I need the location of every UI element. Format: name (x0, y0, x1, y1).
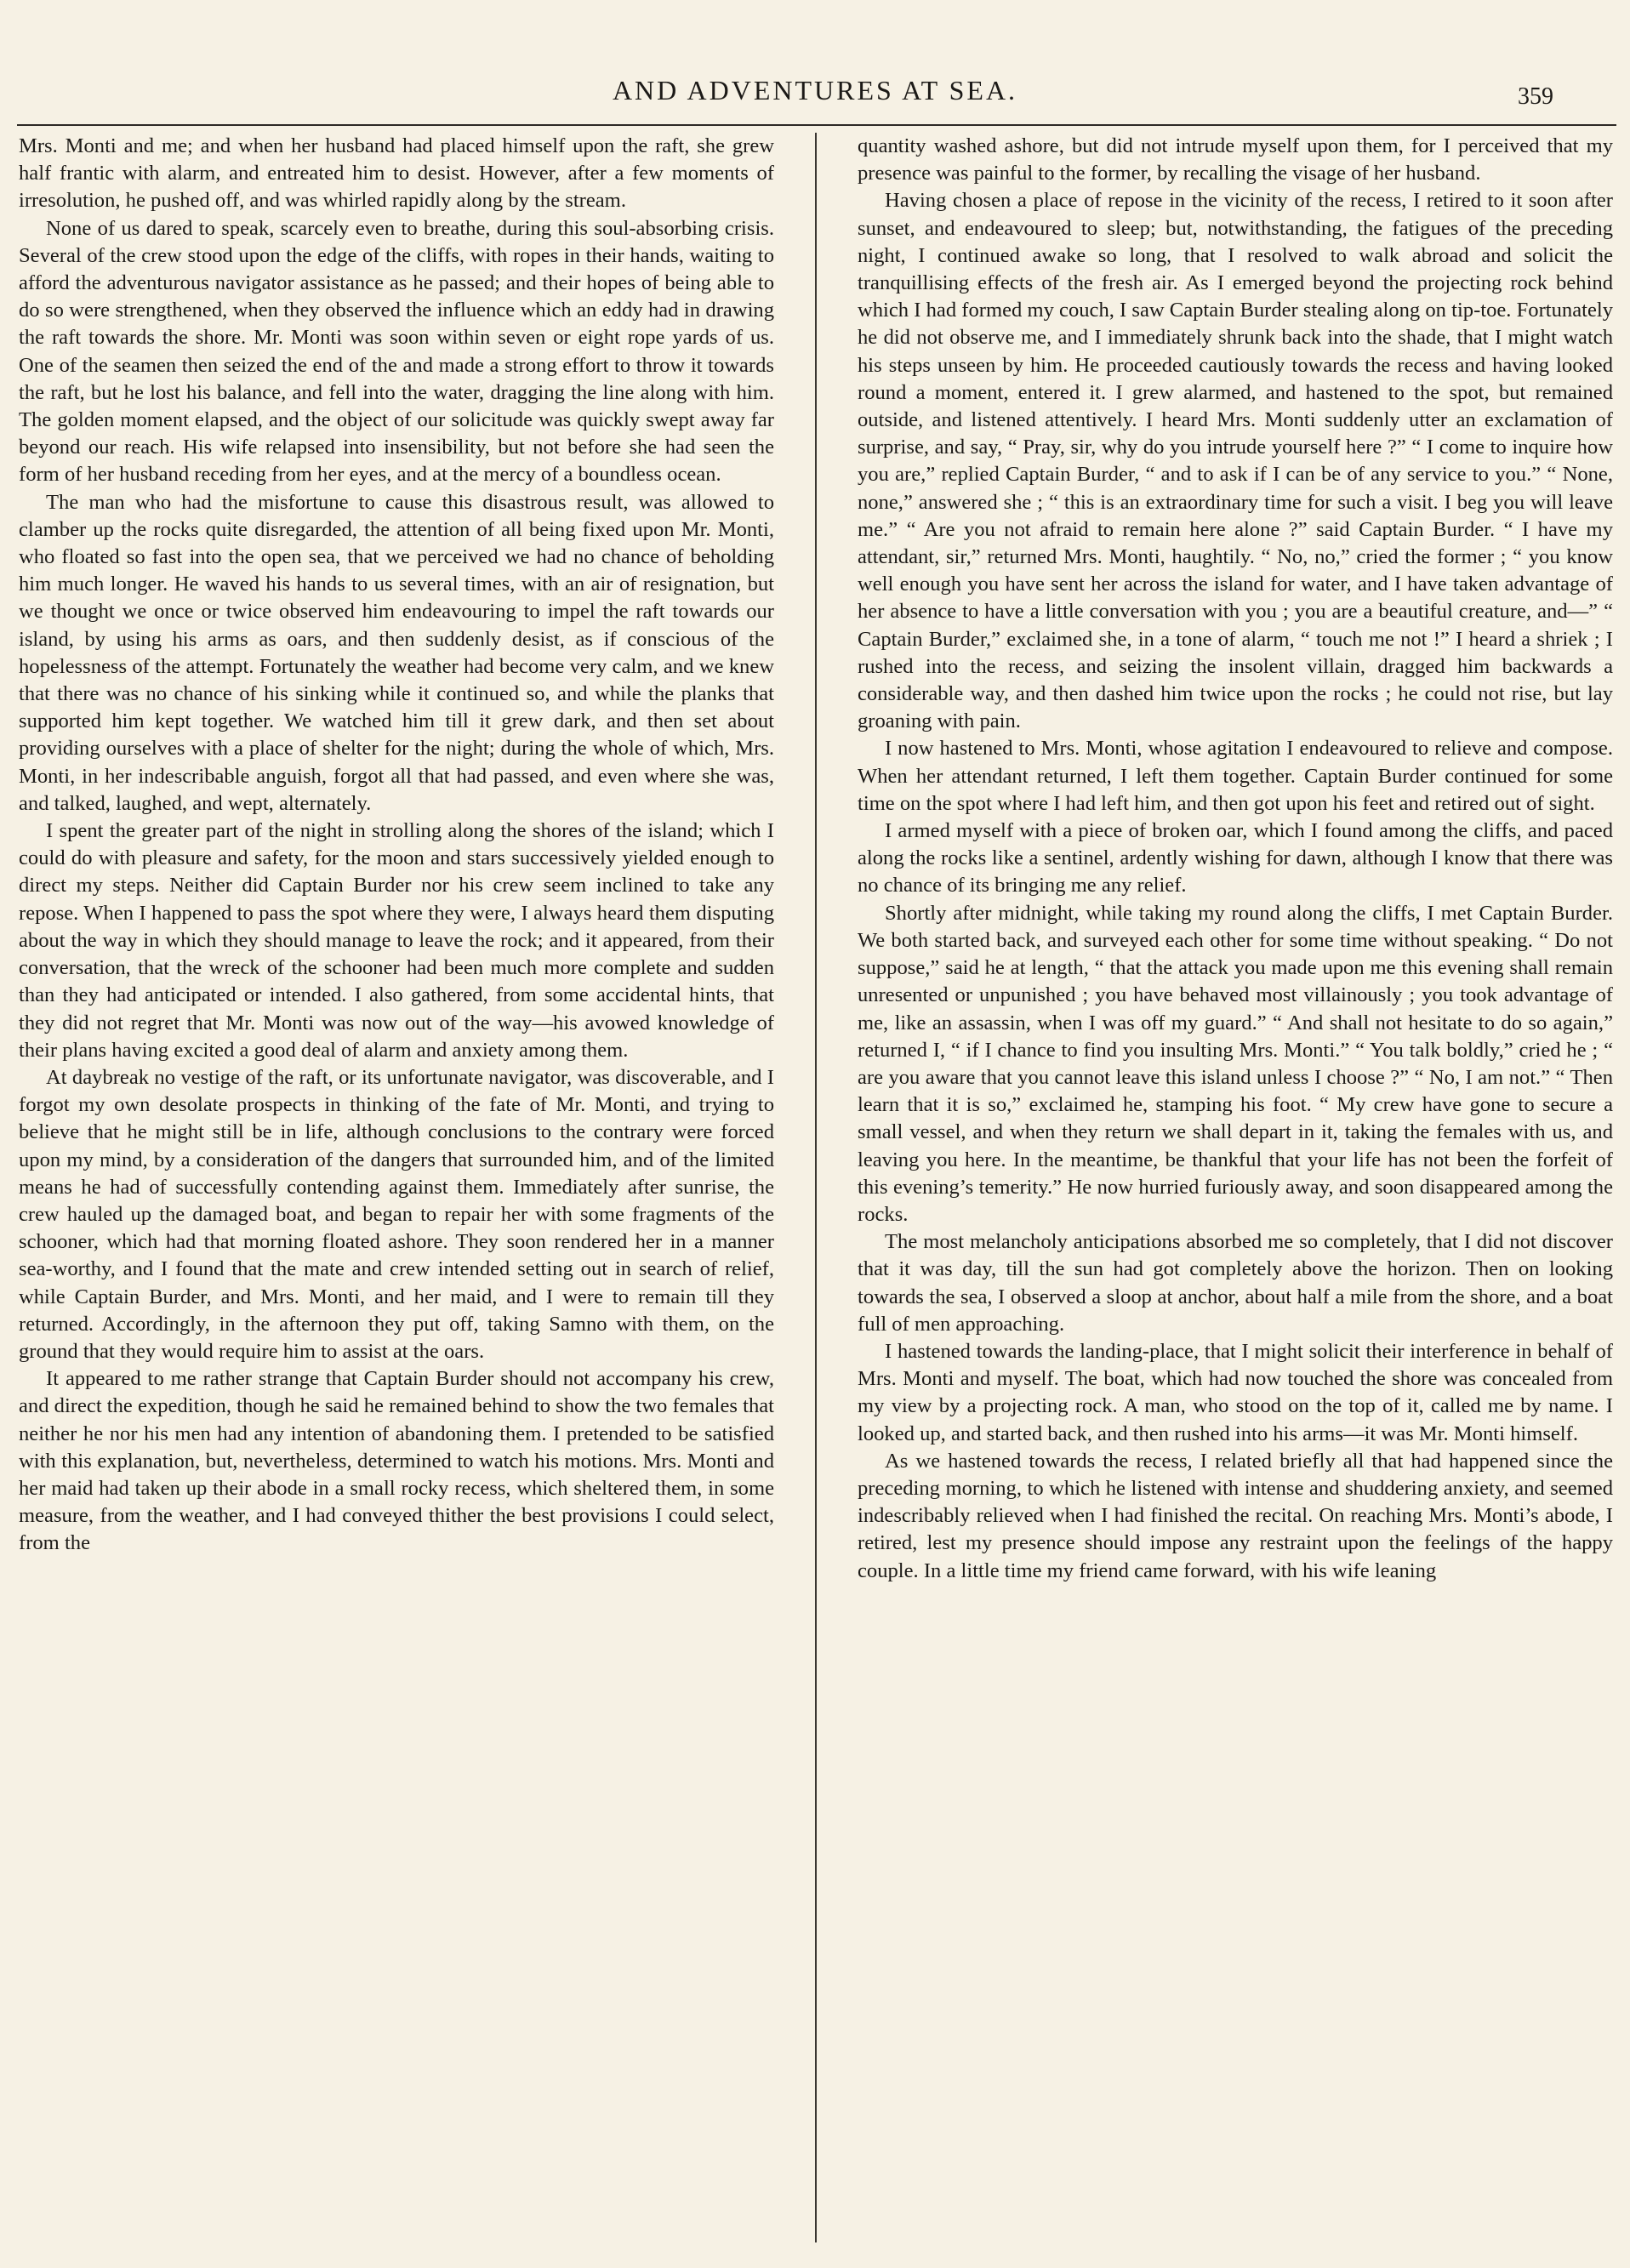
paragraph: quantity washed ashore, but did not intrude myself upon them, for I perceived that my presence was painful to the former, by recalling the visage of her husband. (858, 134, 1613, 185)
paragraph: It appeared to me rather strange that Captain Burder should not accompany his crew, and direct the expedition, though he said he remained behind to show the two females that neither he nor his men had any intention of abandoning them. I pretended to be satisfied with this explanation, but, nevertheless, determined to watch his motions. Mrs. Monti and her maid had taken up their abode in a small rocky recess, which sheltered them, in some measure, from the weather, and I had conveyed thither the best provisions I could select, from the (19, 1367, 774, 1555)
paragraph: The man who had the misfortune to cause this disastrous result, was allowed to clamber up the rocks quite disregarded, the attention of all being fixed upon Mr. Monti, who floated so fast into the open sea, that we perceived we had no chance of beholding him much longer. He waved his hands to us several times, with an air of resignation, but we thought we once or twice observed him endeavouring to impel the raft towards our island, by using his arms as oars, and then suddenly desist, as if conscious of the hopelessness of the attempt. Fortunately the weather had become very calm, and we knew that there was no chance of his sinking while it continued so, and while the planks that supported him kept together. We watched him till it grew dark, and then set about providing ourselves with a place of shelter for the night; during the whole of which, Mrs. Monti, in her indescribable anguish, forgot all that had passed, and even where she was, and talked, laughed, and wept, alternately. (19, 490, 774, 815)
paragraph: None of us dared to speak, scarcely even to breathe, during this soul-absorbing crisis. Several of the crew stood upon the edge of the cliffs, with ropes in their hands, waiting to afford the adventurous navigator assistance as he passed; and their hopes of being able to do so were strengthened, when they observed the influence which an eddy had in drawing the raft towards the shore. Mr. Monti was soon within seven or eight rope yards of us. One of the seamen then seized the end of the and made a strong effort to throw it towards the raft, but he lost his balance, and fell into the water, dragging the line along with him. The golden moment elapsed, and the object of our solicitude was quickly swept away far beyond our reach. His wife relapsed into insensibility, but not before she had seen the form of her husband receding from her eyes, and at the mercy of a boundless ocean. (19, 216, 774, 487)
paragraph: I now hastened to Mrs. Monti, whose agitation I endeavoured to relieve and compose. When her attendant returned, I left them together. Captain Burder continued for some time on the spot where I had left him, and then got upon his feet and retired out of sight. (858, 737, 1613, 815)
page-header (0, 68, 1630, 111)
header-rule (17, 124, 1616, 126)
left-column (19, 133, 774, 2242)
paragraph: Having chosen a place of repose in the vicinity of the recess, I retired to it soon after sunset, and endeavoured to sleep; but, notwithstanding, the fatigues of the preceding night, I continued awake so long, that I resolved to walk abroad and solicit the tranquillising effects of the fresh air. As I emerged beyond the projecting rock behind which I had formed my couch, I saw Captain Burder stealing along on tip-toe. Fortunately he did not observe me, and I immediately shrunk back into the shade, that I might watch his steps unseen by him. He proceeded cautiously towards the recess and having looked round a moment, entered it. I grew alarmed, and hastened to the spot, but remained outside, and listened attentively. I heard Mrs. Monti suddenly utter an exclamation of surprise, and say, “ Pray, sir, why do you intrude yourself here ?” “ I come to inquire how you are,” replied Captain Burder, “ and to ask if I can be of any service to you.” “ None, none,” answered she ; “ this is an extraordinary time for such a visit. I beg you will leave me.” “ Are you not afraid to remain here alone ?” said Captain Burder. “ I have my attendant, sir,” returned Mrs. Monti, haughtily. “ No, no,” cried the former ; “ you know well enough you have sent her across the island for water, and I have taken advantage of her absence to have a little conversation with you ; you are a beautiful creature, and—” “ Captain Burder,” exclaimed she, in a tone of alarm, “ touch me not !” I heard a shriek ; I rushed into the recess, and seizing the insolent villain, dragged him backwards a considerable way, and then dashed him twice upon the rocks ; he could not rise, but lay groaning with pain. (858, 189, 1613, 733)
paragraph: I hastened towards the landing-place, that I might solicit their interference in behalf of Mrs. Monti and myself. The boat, which had now touched the shore was concealed from my view by a projecting rock. A man, who stood on the top of it, called me by name. I looked up, and started back, and then rushed into his arms—it was Mr. Monti himself. (858, 1339, 1613, 1445)
page-number: 359 (1518, 83, 1553, 110)
paragraph: At daybreak no vestige of the raft, or its unfortunate navigator, was discoverable, and I forgot my own desolate prospects in thinking of the fate of Mr. Monti, and trying to believe that he might still be in life, although conclusions to the contrary were forced upon my mind, by a consideration of the dangers that surrounded him, and of the limited means he had of successfully contending against them. Immediately after sunrise, the crew hauled up the damaged boat, and began to repair her with some fragments of the schooner, which had that morning floated ashore. They soon rendered her in a manner sea-worthy, and I found that the mate and crew intended setting out in search of relief, while Captain Burder, and Mrs. Monti, and her maid, and I were to remain till they returned. Accordingly, in the afternoon they put off, taking Samno with them, on the ground that they would require him to assist at the oars. (19, 1065, 774, 1363)
paragraph: I spent the greater part of the night in strolling along the shores of the island; which I could do with pleasure and safety, for the moon and stars successively yielded enough to direct my steps. Neither did Captain Burder nor his crew seem inclined to take any repose. When I happened to pass the spot where they were, I always heard them disputing about the way in which they should manage to leave the rock; and it appeared, from their conversation, that the wreck of the schooner had been much more complete and sudden than they had anticipated or intended. I also gathered, from some accidental hints, that they did not regret that Mr. Monti was now out of the way—his avowed knowledge of their plans having excited a good deal of alarm and anxiety among them. (19, 819, 774, 1062)
paragraph: I armed myself with a piece of broken oar, which I found among the cliffs, and paced along the rocks like a sentinel, ardently wishing for dawn, although I know that there was no chance of its bringing me any relief. (858, 819, 1613, 898)
paragraph: Mrs. Monti and me; and when her husband had placed himself upon the raft, she grew half frantic with alarm, and entreated him to desist. However, after a few moments of irresolution, he pushed off, and was whirled rapidly along by the stream. (19, 134, 774, 213)
paragraph: As we hastened towards the recess, I related briefly all that had happened since the preceding morning, to which he listened with intense and shuddering anxiety, and seemed indescribably relieved when I had finished the recital. On reaching Mrs. Monti’s abode, I retired, lest my presence should impose any restraint upon the feelings of the happy couple. In a little time my friend came forward, with his wife leaning (858, 1449, 1613, 1582)
paragraph: The most melancholy anticipations absorbed me so completely, that I did not discover that it was day, till the sun had got completely above the horizon. Then on looking towards the sea, I observed a sloop at anchor, about half a mile from the shore, and a boat full of men approaching. (858, 1230, 1613, 1336)
text-columns (19, 133, 1615, 2242)
right-column (858, 133, 1613, 2242)
column-divider (815, 133, 817, 2242)
running-title: AND ADVENTURES AT SEA. (612, 75, 1018, 105)
paragraph: Shortly after midnight, while taking my round along the cliffs, I met Captain Burder. We both started back, and surveyed each other for some time without speaking. “ Do not suppose,” said he at length, “ that the attack you made upon me this evening shall remain unresented or unpunished ; you have behaved most villainously ; you took advantage of me, like an assassin, when I was off my guard.” “ And shall not hesitate to do so again,” returned I, “ if I chance to find you insulting Mrs. Monti.” “ You talk boldly,” cried he ; “ are you aware that you cannot leave this island unless I choose ?” “ No, I am not.” “ Then learn that it is so,” exclaimed he, stamping his foot. “ My crew have gone to secure a small vessel, and when they return we shall depart in it, taking the females with us, and leaving you here. In the meantime, be thankful that your life has not been the forfeit of this evening’s temerity.” He now hurried furiously away, and soon disappeared among the rocks. (858, 901, 1613, 1226)
